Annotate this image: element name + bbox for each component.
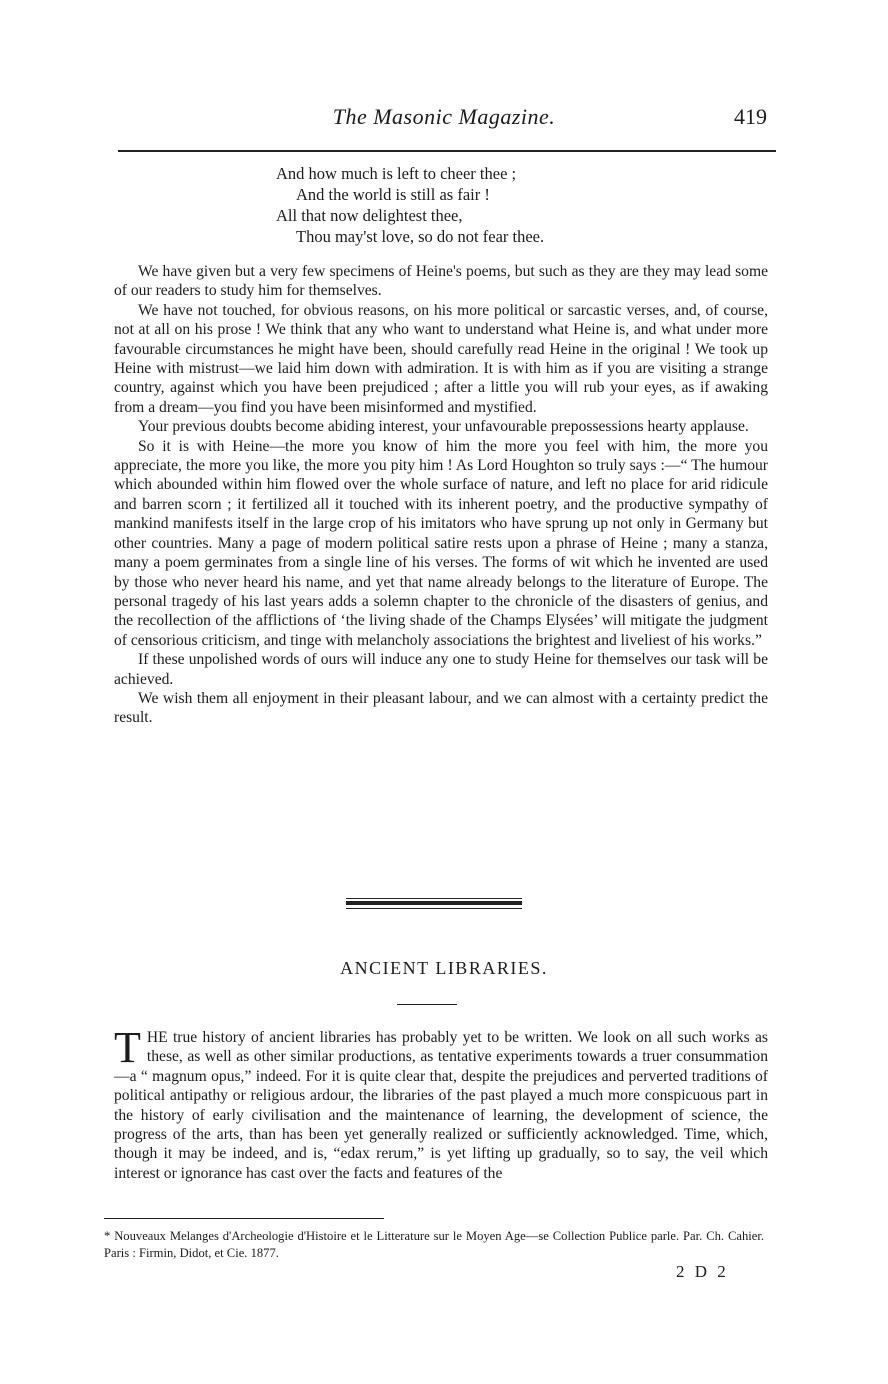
section-title: ANCIENT LIBRARIES. — [340, 958, 548, 978]
footnote-rule — [104, 1218, 384, 1219]
poem-line: And the world is still as fair ! — [296, 185, 490, 204]
paragraph — [114, 1023, 768, 1183]
ancient-libraries-body — [114, 1023, 768, 1183]
footnote: * Nouveaux Melanges d'Archeologie d'Histoire et le Litterature sur le Moyen Age—se Collection Publice parle. Par. Ch. Cahier. Paris : Firmin, Didot, et Cie. 1877. — [104, 1229, 764, 1260]
page-number: 419 — [734, 104, 767, 129]
poem-line: Thou may'st love, so do not fear thee. — [296, 227, 545, 246]
paragraph: If these unpolished words of ours will induce any one to study Heine for themselves our task will be achieved. — [114, 651, 768, 688]
section-divider-ornament — [346, 896, 522, 912]
divider-thin-rule — [346, 898, 522, 899]
section-title-rule — [397, 1004, 457, 1005]
paragraph: So it is with Heine—the more you know of him the more you feel with him, the more you appreciate, the more you like, the more you pity him ! As Lord Houghton so truly says :—“ The humour which abounded within him flowed over the whole surface of nature, and left no place for arid ridicule and barren scorn ; it fertilized all it touched with its inherent poetry, and the productive sympathy of mankind manifests itself in the large crop of his imitators who have sprung up not only in Germany but other countries. Many a page of modern political satire rests upon a phrase of Heine ; many a stanza, many a poem germinates from a single line of his verses. The forms of wit which he invented are used by those who never heard his name, and yet that name already belongs to the literature of Europe. The personal tragedy of his last years adds a solemn chapter to the chronicle of the disasters of genius, and the recollection of the afflictions of ‘the living shade of the Champs Elysées’ will mitigate the judgment of censorious criticism, and tinge with melancholy associations the brightest and liveliest of his works.” — [114, 437, 768, 649]
divider-thin-rule — [346, 908, 522, 909]
divider-thick-rule — [346, 901, 522, 905]
paragraph: We have not touched, for obvious reasons, on his more political or sarcastic verses, and, of course, not at all on his prose ! We think that any who want to understand what Heine is, and what under more favourable circumstances he might have been, should carefully read Heine in the original ! We took up Heine with mistrust—we laid him down with admiration. It is with him as if you are visiting a strange country, against which you have been prejudiced ; after a little you will rub your eyes, as if awaking from a dream—you find you have been misinformed and mystified. — [114, 301, 768, 416]
paragraph: We wish them all enjoyment in their pleasant labour, and we can almost with a certainty predict the result. — [114, 689, 768, 727]
poem-stanza — [276, 163, 544, 247]
paragraph: Your previous doubts become abiding interest, your unfavourable prepossessions hearty applause. — [138, 418, 749, 436]
paragraph: We have given but a very few specimens of Heine's poems, but such as they are they may lead some of our readers to study him for themselves. — [114, 263, 768, 300]
poem-line: All that now delightest thee, — [276, 206, 463, 225]
poem-line: And how much is left to cheer thee ; — [276, 164, 517, 183]
running-title: The Masonic Magazine. — [332, 104, 556, 129]
heine-article-body — [114, 262, 768, 728]
paragraph-text: HE true history of ancient libraries has probably yet to be written. We look on all such works as these, as well as other similar productions, as tentative experiments towards a truer consummation—a “ magnum opus,” indeed. For it is quite clear that, despite the prejudices and perverted traditions of political antipathy or religious ardour, the libraries of the past played a much more conspicuous part in the history of early civilisation and the maintenance of learning, the development of science, the progress of the arts, than has been yet generally realized or sufficiently acknowledged. Time, which, though it may be indeed, and is, “edax rerum,” is yet lifting up gradually, so to say, the veil which interest or ignorance has cast over the facts and features of the — [114, 1029, 768, 1182]
signature-mark: 2 D 2 — [676, 1262, 729, 1281]
drop-cap: T — [114, 1023, 141, 1072]
header-rule — [118, 150, 776, 152]
